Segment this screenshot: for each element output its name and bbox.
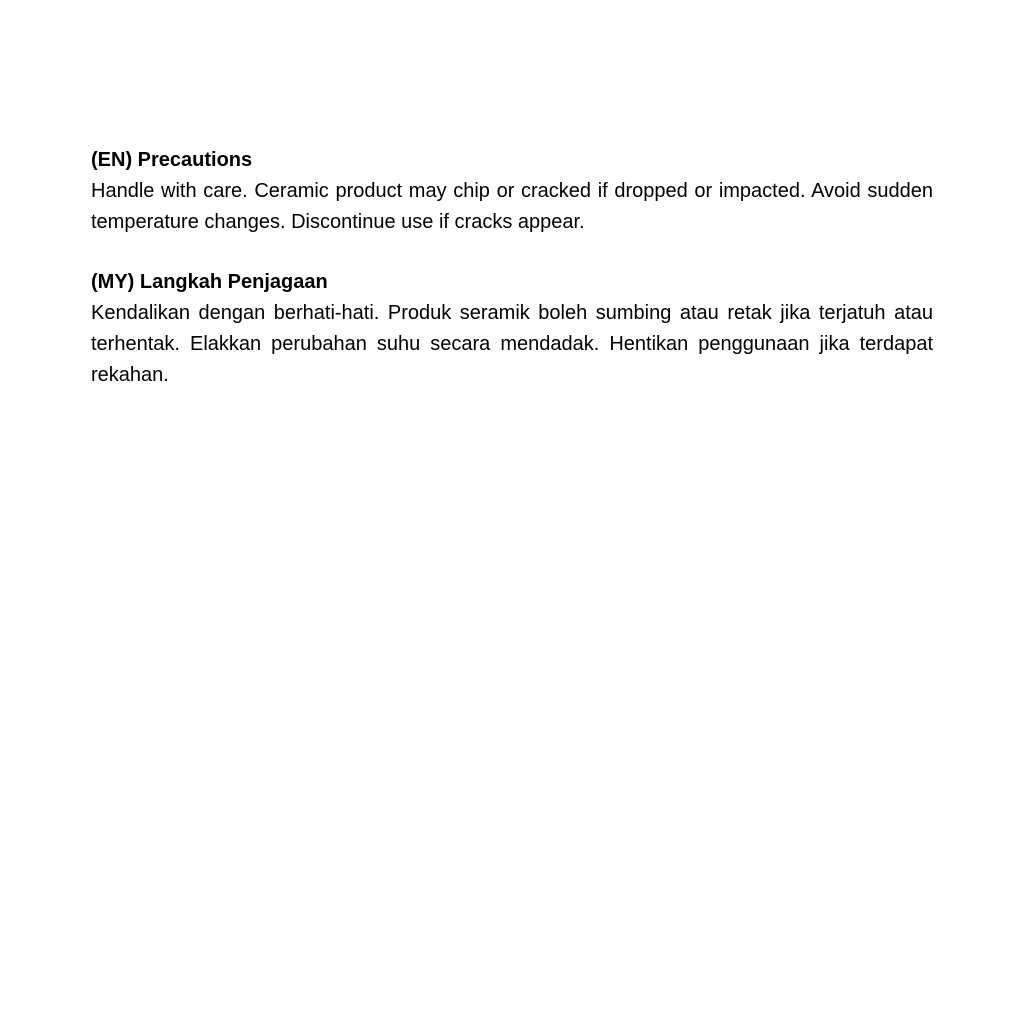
precautions-section-en — [91, 146, 933, 238]
section-body: Kendalikan dengan berhati-hati. Produk seramik boleh sumbing atau retak jika terjatuh atau terhentak. Elakkan perubahan suhu secara mendadak. Hentikan penggunaan jika terdapat rekahan. — [91, 302, 933, 386]
precautions-section-my — [91, 268, 933, 391]
section-heading: (EN) Precautions — [91, 149, 253, 171]
section-heading: (MY) Langkah Penjagaan — [91, 271, 328, 293]
section-body: Handle with care. Ceramic product may chip or cracked if dropped or impacted. Avoid sudden temperature changes. Discontinue use if cracks appear. — [91, 180, 933, 233]
document-page — [91, 146, 933, 391]
